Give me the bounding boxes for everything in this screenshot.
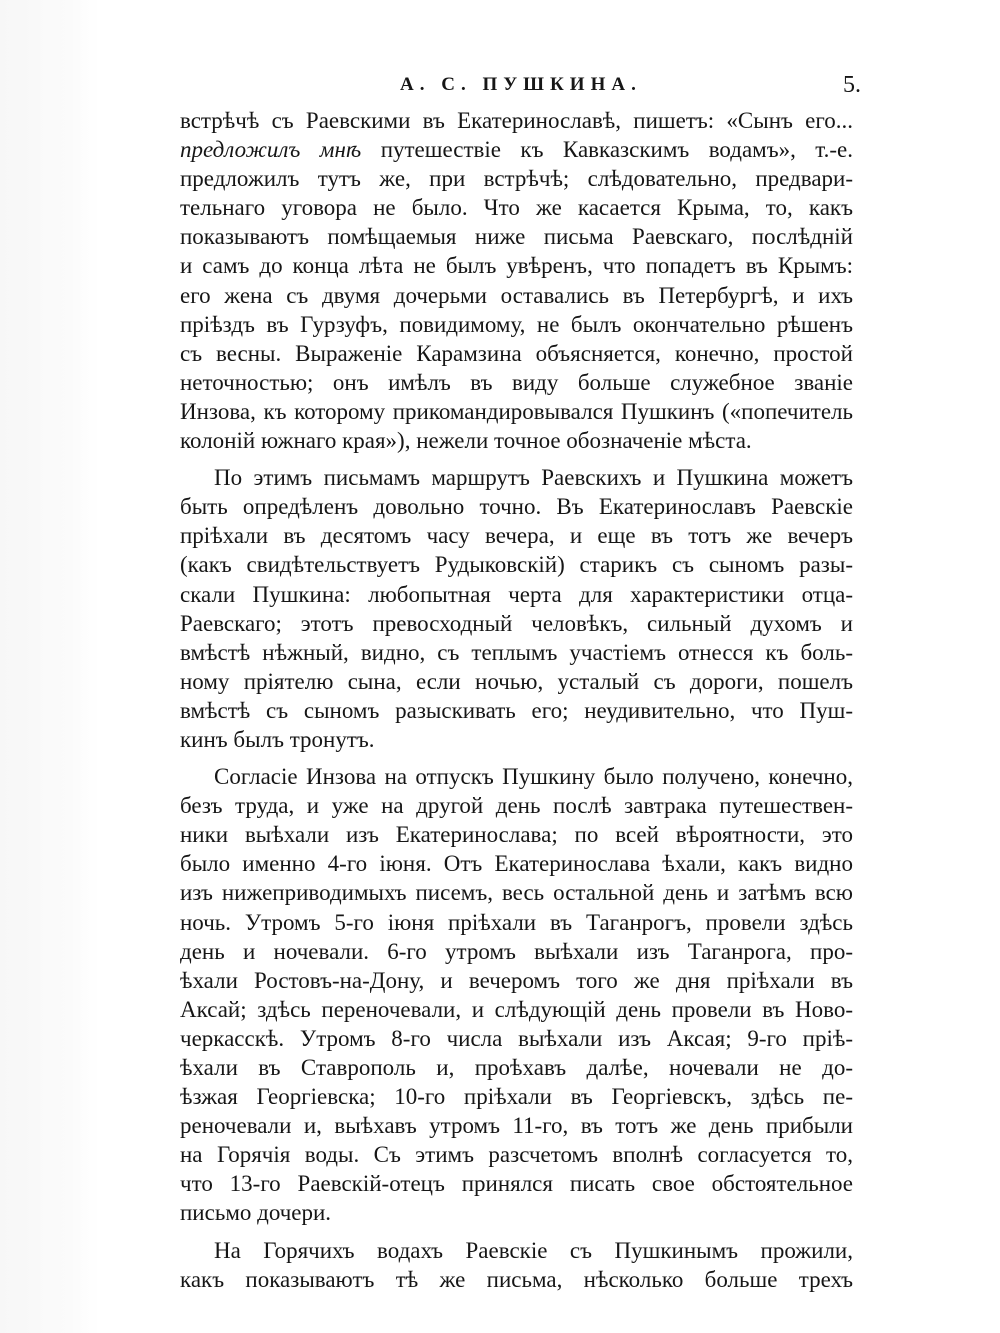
paragraph-1 [180,106,853,455]
text-line: (какъ свидѣтельствуетъ Рудыковскій) старикъ съ сыномъ разы- [180,552,853,578]
running-header [180,70,861,106]
text-line: быть опредѣленъ довольно точно. Въ Екатеринославъ Раевскіе [180,494,853,520]
text-line: какъ показываютъ тѣ же письма, нѣсколько больше трехъ [180,1266,853,1292]
paragraph-2 [180,463,853,754]
text-line: ники выѣхали изъ Екатеринослава; по всей вѣроятности, это [180,822,853,848]
text-line: Инзова, къ которому прикомандировывался Пушкинъ («попечитель [180,398,853,424]
text-line: ѣзжая Георгіевска; 10-го пріѣхали въ Георгіевскъ, здѣсь пе- [180,1084,853,1110]
text-line: и самъ до конца лѣта не былъ увѣренъ, что попадетъ въ Крымъ: [180,253,853,279]
text-line: встрѣчѣ съ Раевскими въ Екатеринославѣ, пишетъ: «Сынъ его... [180,108,853,133]
text-line: письмо дочери. [180,1200,332,1226]
text-line: было именно 4-го іюня. Отъ Екатеринослава ѣхали, какъ видно [180,851,853,877]
body-text [180,106,853,1294]
text-line: черкасскѣ. Утромъ 8-го числа выѣхали изъ Аксая; 9-го пріѣ- [180,1025,853,1051]
text-line: На Горячихъ водахъ Раевскіе съ Пушкинымъ прожили, [214,1237,853,1263]
text-line: что 13-го Раевскій-отецъ принялся писать свое обстоятельное [180,1171,853,1197]
text-line: день и ночевали. 6-го утромъ выѣхали изъ Таганрога, про- [180,938,853,964]
text-line: неточностью; онъ имѣлъ въ виду больше служебное званіе [180,369,853,395]
text-line: Согласіе Инзова на отпускъ Пушкину было получено, конечно, [214,764,853,790]
text-line: вмѣстѣ нѣжный, видно, съ теплымъ участіемъ отнесся къ боль- [180,639,853,665]
text-line: скали Пушкина: любопытная черта для характеристики отца- [180,581,853,607]
paragraph-gap [180,754,853,762]
text-line: пріѣздъ въ Гурзуфъ, повидимому, не былъ окончательно рѣшенъ [180,311,853,337]
text-line: изъ нижеприводимыхъ писемъ, весь остальной день и затѣмъ всю [180,880,853,906]
text-line: безъ труда, и уже на другой день послѣ завтрака путешествен- [180,793,853,819]
text-line: ѣхали въ Ставрополь и, проѣхавъ далѣе, ночевали не до- [180,1055,853,1080]
text-line: ному пріятелю сына, если ночью, усталый съ дороги, пошелъ [180,668,853,694]
text-line: вмѣстѣ съ сыномъ разыскивать его; неудивительно, что Пуш- [180,697,853,723]
text-line-rest: путешествіе къ Кавказскимъ водамъ», т.-е. [361,137,853,163]
text-line: Раевскаго; этотъ превосходный человѣкъ, сильный духомъ и [180,610,853,636]
book-page [180,70,861,1294]
text-line: на Горячія воды. Съ этимъ разсчетомъ вполнѣ согласуется то, [180,1142,853,1168]
text-line: съ весны. Выраженіе Карамзина объясняется, конечно, простой [180,340,853,366]
scan-margin-shadow [0,0,100,1333]
text-line: кинъ былъ тронутъ. [180,726,375,752]
running-title: А. С. ПУШКИНА. [400,74,642,95]
italic-phrase: предложилъ мнѣ [180,137,362,163]
paragraph-4 [180,1236,853,1294]
paragraph-3 [180,762,853,1228]
text-line: его жена съ двумя дочерьми оставались въ Петербургѣ, и ихъ [180,282,853,308]
text-line: По этимъ письмамъ маршрутъ Раевскихъ и Пушкина можетъ [214,465,853,491]
page-number: 5. [843,72,861,98]
text-line: ночь. Утромъ 5-го іюня пріѣхали въ Таганрогъ, провели здѣсь [180,909,853,935]
text-line: реночевали и, выѣхавъ утромъ 11-го, въ тотъ же день прибыли [180,1113,853,1139]
text-line: пріѣхали въ десятомъ часу вечера, и еще въ тотъ же вечеръ [180,523,853,549]
text-line: ѣхали Ростовъ-на-Дону, и вечеромъ того же дня пріѣхали въ [180,967,853,993]
text-line: колоній южнаго края»), нежели точное обозначеніе мѣста. [180,428,752,454]
text-line [180,135,853,164]
text-line: Аксай; здѣсь переночевали, и слѣдующій день провели въ Ново- [180,996,853,1022]
text-line: показываютъ помѣщаемыя ниже письма Раевскаго, послѣдній [180,224,853,250]
text-line: предложилъ тутъ же, при встрѣчѣ; слѣдовательно, предвари- [180,166,853,192]
text-line: тельнаго уговора не было. Что же касается Крыма, то, какъ [180,195,853,221]
paragraph-gap [180,455,853,463]
paragraph-gap [180,1228,853,1236]
